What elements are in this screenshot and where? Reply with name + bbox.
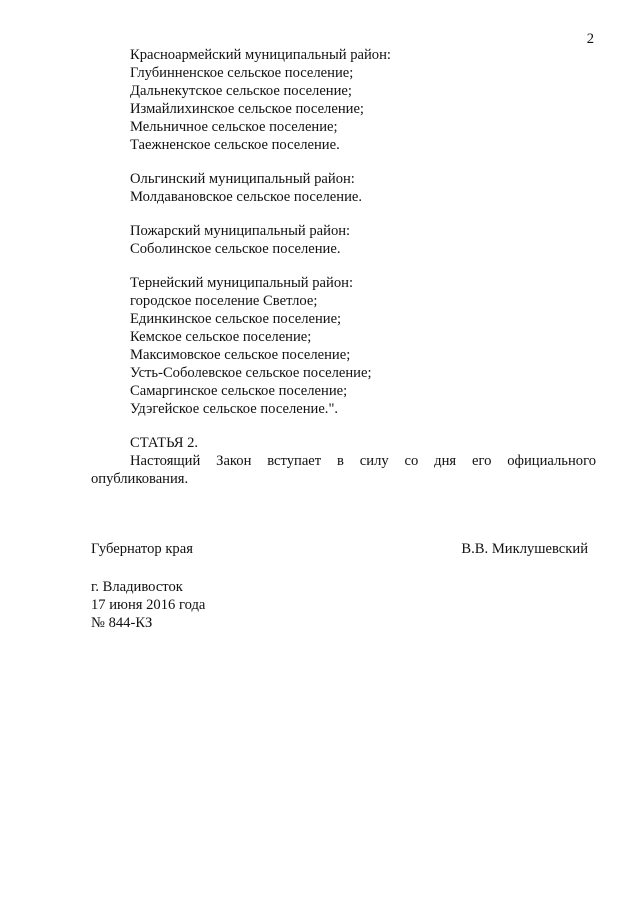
document-content: [91, 46, 596, 632]
settlement-item: Самаргинское сельское поселение;: [130, 383, 348, 399]
footer-number: № 844-КЗ: [91, 615, 153, 631]
spacer: [91, 558, 596, 578]
settlement-item: городское поселение Светлое;: [130, 293, 318, 309]
signatory-position: Губернатор края: [91, 541, 193, 557]
spacer: [91, 206, 596, 222]
district-block: [91, 222, 596, 258]
article-text-line: опубликования.: [91, 471, 189, 487]
article-block: [91, 434, 596, 488]
district-title: Тернейский муниципальный район:: [130, 275, 354, 291]
district-title: Красноармейский муниципальный район:: [130, 47, 391, 63]
settlement-item: Максимовское сельское поселение;: [130, 347, 351, 363]
settlement-item: Глубинненское сельское поселение;: [130, 65, 354, 81]
district-block: [91, 170, 596, 206]
settlement-item: Усть-Соболевское сельское поселение;: [130, 365, 372, 381]
district-block: [91, 274, 596, 418]
footer-date: 17 июня 2016 года: [91, 597, 206, 613]
settlement-item: Единкинское сельское поселение;: [130, 311, 342, 327]
settlement-item: Удэгейское сельское поселение.".: [130, 401, 339, 417]
spacer: [91, 418, 596, 434]
settlement-item: Кемское сельское поселение;: [130, 329, 312, 345]
footer-city: г. Владивосток: [91, 579, 183, 595]
document-footer: [91, 578, 596, 632]
spacer: [91, 258, 596, 274]
spacer: [91, 154, 596, 170]
signature-row: [91, 540, 596, 558]
article-text-line: Настоящий Закон вступает в силу со дня его официального: [130, 453, 596, 469]
district-block: [91, 46, 596, 154]
page-number: 2: [586, 31, 594, 47]
settlement-item: Соболинское сельское поселение.: [130, 241, 341, 257]
settlement-item: Молдавановское сельское поселение.: [130, 189, 363, 205]
district-title: Ольгинский муниципальный район:: [130, 171, 355, 187]
spacer: [91, 488, 596, 540]
district-title: Пожарский муниципальный район:: [130, 223, 351, 239]
settlement-item: Дальнекутское сельское поселение;: [130, 83, 352, 99]
signatory-name: В.В. Миклушевский: [461, 541, 588, 557]
settlement-item: Измайлихинское сельское поселение;: [130, 101, 364, 117]
settlement-item: Мельничное сельское поселение;: [130, 119, 338, 135]
settlement-item: Таежненское сельское поселение.: [130, 137, 340, 153]
article-heading: СТАТЬЯ 2.: [130, 435, 199, 451]
